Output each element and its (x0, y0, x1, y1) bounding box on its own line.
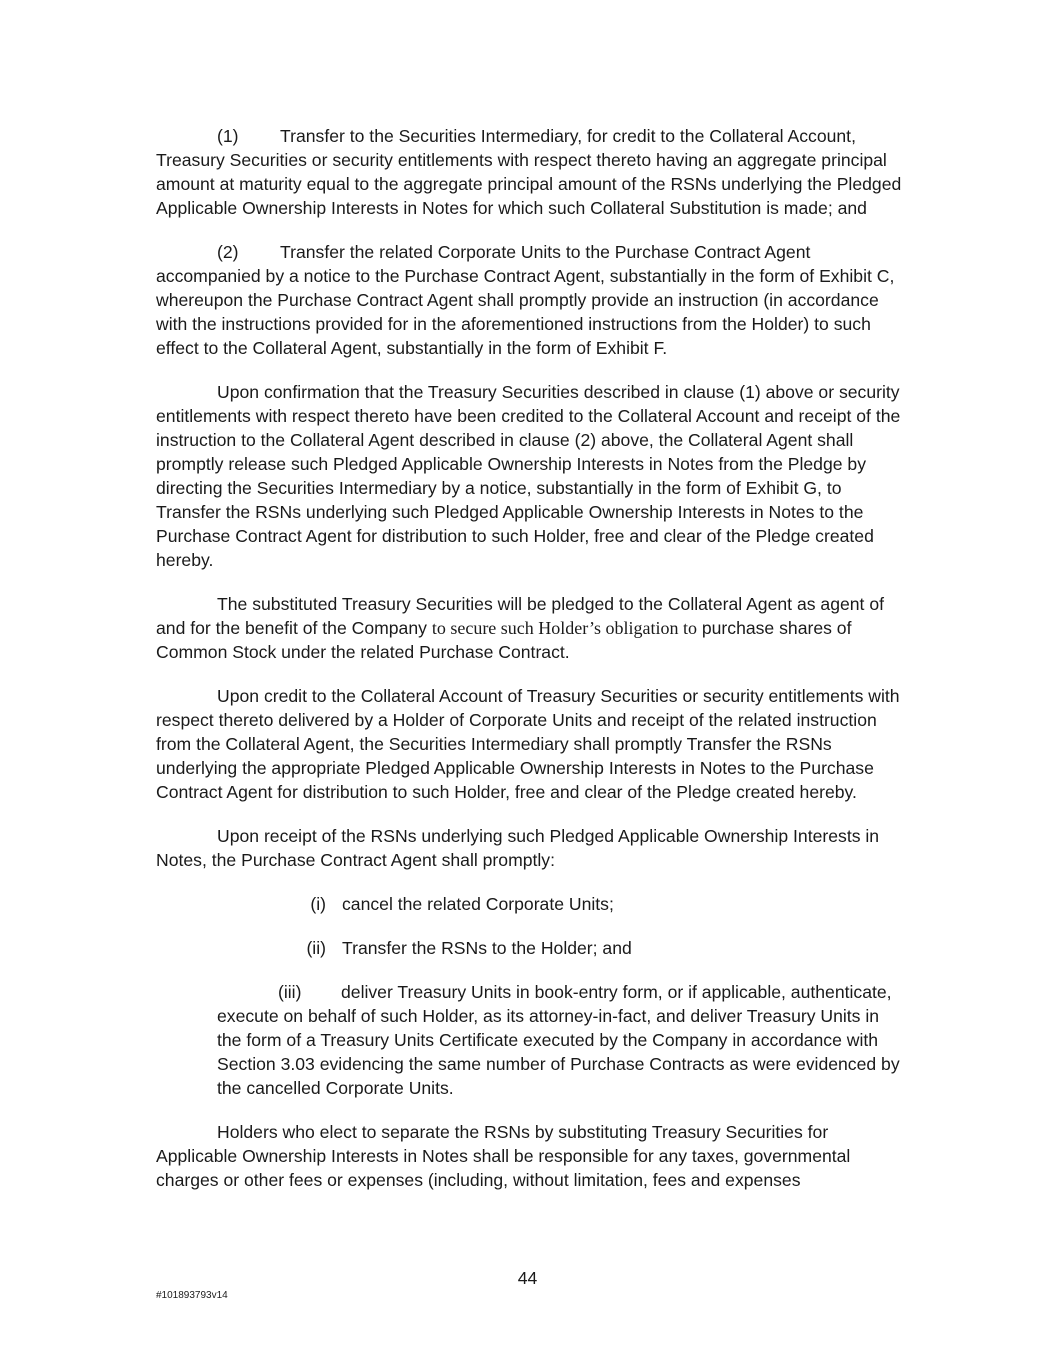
clause-label: (1) (217, 126, 239, 146)
paragraph-text: Holders who elect to separate the RSNs by substituting Treasury Securities for Applicable Ownership Interests in Notes shall be responsible for any taxes, governmental charges or other fees or expenses (including, without limitation, fees and expenses (156, 1122, 851, 1190)
list-item-label: (iii) (278, 982, 302, 1002)
paragraph-text: Upon confirmation that the Treasury Securities described in clause (1) above or security entitlements with respect thereto have been credited to the Collateral Account and receipt of the instruction to the Collateral Agent described in clause (2) above, the Collateral Agent shall promptly release such Pledged Applicable Ownership Interests in Notes from the Pledge by directing the Securities Intermediary by a notice, substantially in the form of Exhibit G, to Transfer the RSNs underlying such Pledged Applicable Ownership Interests in Notes to the Purchase Contract Agent for distribution to such Holder, free and clear of the Pledge created hereby. (156, 382, 901, 570)
paragraph-receipt (156, 824, 904, 872)
list-item (156, 936, 904, 960)
page-number: 44 (517, 1268, 538, 1288)
paragraph-holders (156, 1120, 904, 1192)
paragraph-text-part-c: purchase shares of Common Stock under the related Purchase Contract. (156, 618, 852, 662)
paragraph-credit (156, 684, 904, 804)
list-item-text: cancel the related Corporate Units; (342, 894, 614, 914)
clause-label: (2) (217, 242, 239, 262)
paragraph-release (156, 380, 904, 572)
document-id: #101893793v14 (156, 1290, 228, 1301)
document-body (156, 124, 904, 1212)
list-item (217, 980, 904, 1100)
paragraph-text: Upon receipt of the RSNs underlying such Pledged Applicable Ownership Interests in Notes, the Purchase Contract Agent shall promptly: (156, 826, 880, 870)
paragraph-text-part-a: The substituted Treasury Securities will be pledged to the Collateral Agent as agent of and for the benefit of the Company (156, 594, 884, 638)
list-item-text: Transfer the RSNs to the Holder; and (342, 938, 632, 958)
paragraph-text-part-b: to secure such Holder’s obligation to (431, 618, 697, 638)
paragraph-text: Upon credit to the Collateral Account of Treasury Securities or security entitlements with respect thereto delivered by a Holder of Corporate Units and receipt of the related instruction from the Collateral Agent, the Securities Intermediary shall promptly Transfer the RSNs underlying the appropriate Pledged Applicable Ownership Interests in Notes to the Purchase Contract Agent for distribution to such Holder, free and clear of the Pledge created hereby. (156, 686, 900, 802)
list-item-label: (ii) (306, 938, 326, 958)
paragraph-clause-2 (156, 240, 904, 360)
clause-text: Transfer to the Securities Intermediary, for credit to the Collateral Account, Treasury Securities or security entitlements with respect thereto having an aggregate principal amount at maturity equal to the aggregate principal amount of the RSNs underlying the Pledged Applicable Ownership Interests in Notes for which such Collateral Substitution is made; and (156, 126, 902, 218)
list-item-label: (i) (310, 894, 326, 914)
list-item-text: deliver Treasury Units in book-entry form, or if applicable, authenticate, execute on behalf of such Holder, as its attorney-in-fact, and deliver Treasury Units in the form of a Treasury Units Certificate executed by the Company in accordance with Section 3.03 evidencing the same number of Purchase Contracts as were evidenced by the cancelled Corporate Units. (217, 982, 900, 1098)
paragraph-clause-1 (156, 124, 904, 220)
list-item (156, 892, 904, 916)
clause-text: Transfer the related Corporate Units to the Purchase Contract Agent accompanied by a notice to the Purchase Contract Agent, substantially in the form of Exhibit C, whereupon the Purchase Contract Agent shall promptly provide an instruction (in accordance with the instructions provided for in the aforementioned instructions from the Holder) to such effect to the Collateral Agent, substantially in the form of Exhibit F. (156, 242, 895, 358)
paragraph-substituted-securities (156, 592, 904, 664)
